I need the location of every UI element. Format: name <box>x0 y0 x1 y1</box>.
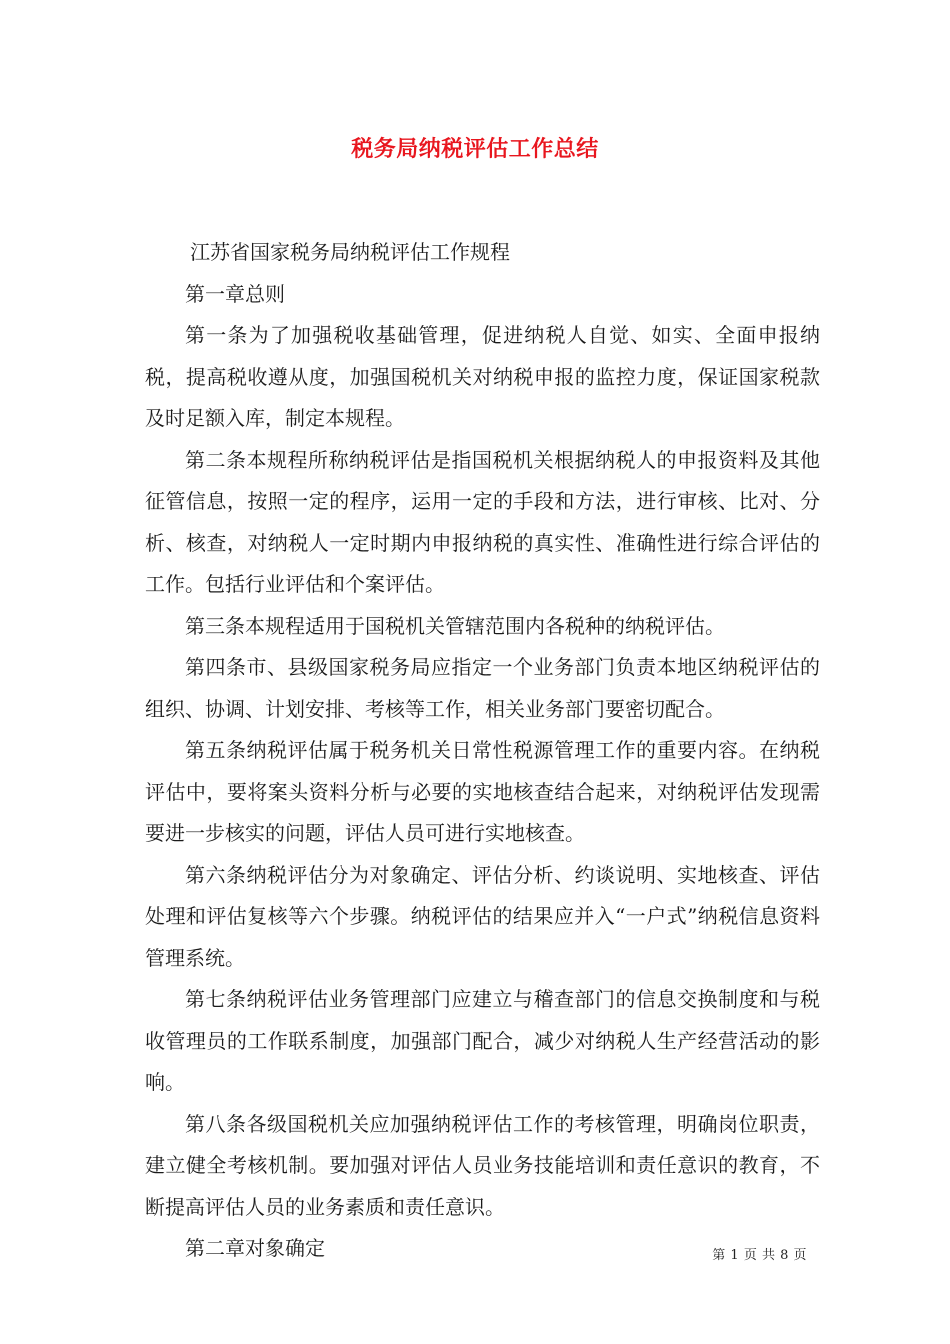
chapter-heading: 第二章对象确定 <box>185 1236 325 1260</box>
chapter-heading: 第一章总则 <box>185 281 285 306</box>
article-paragraph: 第四条市、县级国家税务局应指定一个业务部门负责本地区纳税评估的组织、协调、计划安排、考核等工作，相关业务部门要密切配合。 <box>145 655 820 721</box>
article-paragraph: 第一条为了加强税收基础管理，促进纳税人自觉、如实、全面申报纳税，提高税收遵从度，加强国税机关对纳税申报的监控力度，保证国家税款及时足额入库，制定本规程。 <box>145 323 820 430</box>
article-paragraph: 第八条各级国税机关应加强纳税评估工作的考核管理，明确岗位职责，建立健全考核机制。要加强对评估人员业务技能培训和责任意识的教育，不断提高评估人员的业务素质和责任意识。 <box>145 1111 820 1219</box>
article-paragraph: 第六条纳税评估分为对象确定、评估分析、约谈说明、实地核查、评估处理和评估复核等六个步骤。纳税评估的结果应并入“一户式”纳税信息资料管理系统。 <box>145 862 820 970</box>
document-title: 税务局纳税评估工作总结 <box>351 136 599 162</box>
article-paragraph: 第七条纳税评估业务管理部门应建立与稽查部门的信息交换制度和与税收管理员的工作联系制度，加强部门配合，减少对纳税人生产经营活动的影响。 <box>145 987 820 1094</box>
article-paragraph: 第五条纳税评估属于税务机关日常性税源管理工作的重要内容。在纳税评估中，要将案头资料分析与必要的实地核查结合起来，对纳税评估发现需要进一步核实的问题，评估人员可进行实地核查。 <box>145 738 820 845</box>
article-paragraph: 第三条本规程适用于国税机关管辖范围内各税种的纳税评估。 <box>185 613 725 638</box>
article-paragraph: 第二条本规程所称纳税评估是指国税机关根据纳税人的申报资料及其他征管信息，按照一定的程序，运用一定的手段和方法，进行审核、比对、分析、核查，对纳税人一定时期内申报纳税的真实性、准确性进行综合评估的工作。包括行业评估和个案评估。 <box>145 447 820 596</box>
document-body <box>145 232 820 1270</box>
page-number-footer: 第 1 页 共 8 页 <box>712 1248 807 1263</box>
document-subtitle: 江苏省国家税务局纳税评估工作规程 <box>190 240 510 264</box>
